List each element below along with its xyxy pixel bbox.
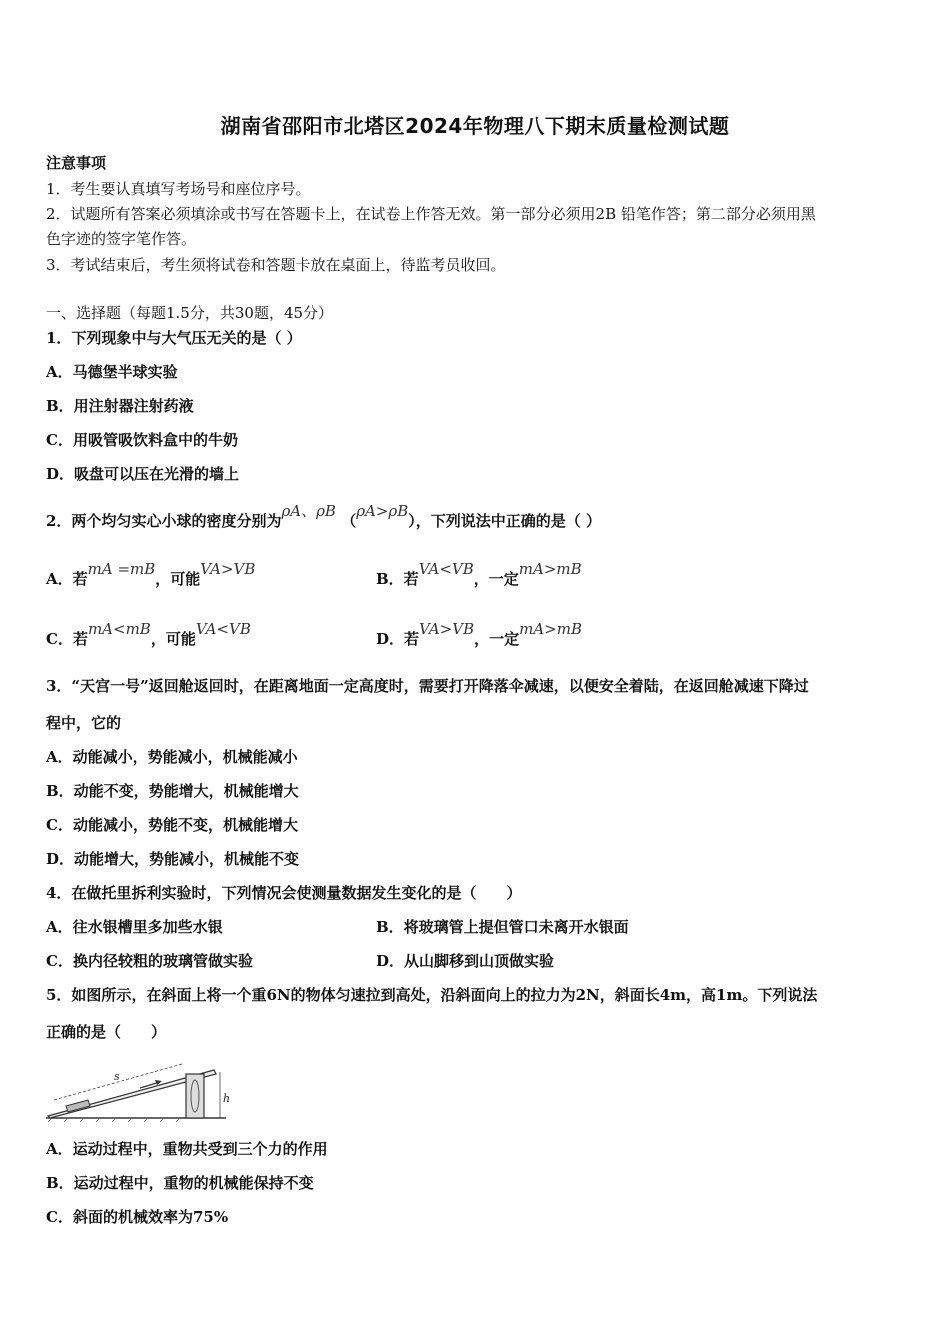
q4-option-b: B．将玻璃管上提但管口未离开水银面 [376,918,629,936]
q2-rho-symbols: ρA、ρB [281,502,336,520]
q2-option-d [376,620,582,649]
q2-option-c [46,620,251,649]
q2-stem-b: （ [341,512,357,530]
q2-c-prefix: C．若 [46,630,88,648]
q2-b-result: mA>mB [518,560,582,578]
q1-option-d: D．吸盘可以压在光滑的墙上 [46,465,240,483]
figure-label-s: s [114,1070,120,1083]
q4-option-c: C．换内径较粗的玻璃管做实验 [46,952,253,970]
q3-stem-line-1: 3．“天宫一号”返回舱返回时，在距离地面一定高度时，需要打开降落伞减速，以便安全着陆，在返回舱减速下降过 [46,677,809,695]
q2-option-b [376,560,582,589]
q5-stem-line-2: 正确的是（ ） [46,1023,167,1041]
q2-b-prefix: B．若 [376,570,419,588]
q2-rho-relation: ρA>ρB [356,502,409,520]
q1-stem: 1．下列现象中与大气压无关的是（ ） [46,329,302,347]
q2-stem [46,502,601,531]
q2-a-result: VA>VB [200,560,256,578]
q4-stem: 4．在做托里拆利实验时，下列情况会使测量数据发生变化的是（ ） [46,884,522,902]
section-heading: 一、选择题（每题1.5分，共30题，45分） [46,304,334,322]
incline-figure [44,1052,244,1124]
q2-stem-c: ），下列说法中正确的是（ ） [408,512,601,530]
notice-item-1: 1．考生要认真填写考场号和座位序号。 [46,180,311,198]
q2-c-mid: ，可能 [150,630,196,648]
q5-option-c: C．斜面的机械效率为75% [46,1208,229,1226]
q4-option-d: D．从山脚移到山顶做实验 [376,952,555,970]
q5-stem-line-1: 5．如图所示，在斜面上将一个重6N的物体匀速拉到高处，沿斜面向上的拉力为2N，斜面长4m，高1m。下列说法 [46,986,818,1004]
q2-d-result: mA>mB [519,620,582,638]
q1-option-b: B．用注射器注射药液 [46,397,194,415]
q3-option-d: D．动能增大，势能减小，机械能不变 [46,850,300,868]
page-title: 湖南省邵阳市北塔区2024年物理八下期末质量检测试题 [220,114,730,138]
q2-b-condition: VA<VB [418,560,474,578]
q3-stem-line-2: 程中，它的 [46,714,122,732]
q1-option-c: C．用吸管吸饮料盒中的牛奶 [46,431,238,449]
q2-option-a [46,560,256,589]
q2-a-mid: ，可能 [155,570,201,588]
q2-c-condition: mA<mB [87,620,151,638]
q1-option-a: A．马德堡半球实验 [46,363,178,381]
q3-option-c: C．动能减小，势能不变，机械能增大 [46,816,298,834]
notice-item-2: 2．试题所有答案必须填涂或书写在答题卡上，在试卷上作答无效。第一部分必须用2B 铅笔作答；第二部分必须用黑 [46,205,816,223]
q2-d-condition: VA>VB [419,620,475,638]
figure-label-h: h [223,1092,231,1105]
q2-a-condition: mA =mB [87,560,156,578]
q4-option-a: A．往水银槽里多加些水银 [46,918,223,936]
q2-a-prefix: A．若 [46,570,88,588]
q3-option-b: B．动能不变，势能增大，机械能增大 [46,782,299,800]
q2-d-prefix: D．若 [376,630,420,648]
q2-d-mid: ，一定 [474,630,520,648]
q3-option-a: A．动能减小，势能减小，机械能减小 [46,748,298,766]
notice-heading: 注意事项 [46,154,107,172]
q2-stem-a: 2．两个均匀实心小球的密度分别为 [46,512,282,530]
q2-c-result: VA<VB [195,620,251,638]
notice-item-2-cont: 色字迹的签字笔作答。 [46,230,197,248]
q2-b-mid: ，一定 [473,570,519,588]
q5-option-a: A．运动过程中，重物共受到三个力的作用 [46,1140,328,1158]
notice-item-3: 3．考试结束后，考生须将试卷和答题卡放在桌面上，待监考员收回。 [46,256,506,274]
q5-option-b: B．运动过程中，重物的机械能保持不变 [46,1174,314,1192]
